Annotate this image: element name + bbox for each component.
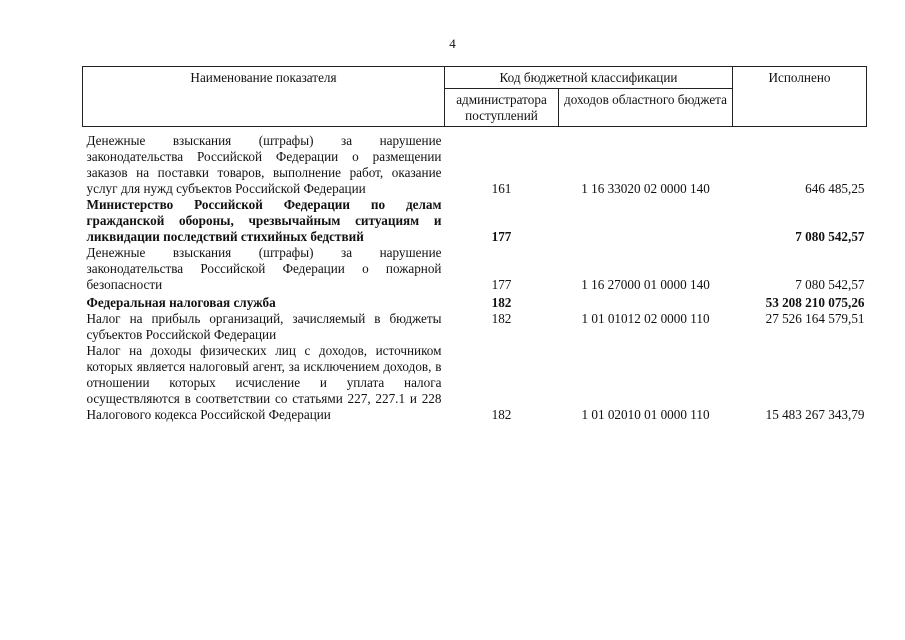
table-row	[83, 197, 867, 245]
header-executed: Исполнено	[733, 67, 867, 127]
row-income-code: 1 01 02010 01 0000 110	[581, 407, 710, 422]
row-name: Денежные взыскания (штрафы) за нарушение законодательства Российской Федерации о размещении заказов на поставки товаров, выполнение работ, оказание услуг для нужд субъектов Российской Федерации	[86, 133, 442, 196]
row-amount: 7 080 542,57	[795, 277, 865, 292]
row-name: Налог на прибыль организаций, зачисляемый в бюджеты субъектов Российской Федерации	[86, 311, 442, 342]
header-budget-code: Код бюджетной классификации	[445, 67, 733, 89]
row-name: Налог на доходы физических лиц с доходов, источником которых является налоговый агент, за исключением доходов, в отношении которых исчисление и уплата налога осуществляются в соответствии со статьями 227, 227.1 и 228 Налогового кодекса Российской Федерации	[86, 343, 442, 422]
table-row	[83, 293, 867, 311]
header-income-code: доходов областного бюджета	[559, 89, 733, 127]
row-name: Министерство Российской Федерации по делам гражданской обороны, чрезвычайным ситуациям и ликвидации последствий стихийных бедствий	[86, 197, 442, 244]
row-name: Федеральная налоговая служба	[86, 295, 276, 310]
table-row	[83, 343, 867, 423]
row-admin-code: 177	[491, 229, 512, 244]
row-income-code: 1 01 01012 02 0000 110	[581, 311, 710, 326]
row-income-code: 1 16 33020 02 0000 140	[581, 181, 710, 196]
row-admin-code: 161	[491, 181, 512, 196]
header-indicator-name: Наименование показателя	[83, 67, 445, 127]
row-admin-code: 177	[491, 277, 512, 292]
row-income-code	[559, 197, 733, 245]
row-amount: 7 080 542,57	[795, 229, 865, 244]
page-number: 4	[449, 36, 456, 51]
row-amount: 15 483 267 343,79	[765, 407, 865, 422]
table-row	[83, 311, 867, 343]
row-admin-code: 182	[491, 407, 512, 422]
row-admin-code: 182	[491, 311, 512, 326]
table-row	[83, 133, 867, 197]
row-amount: 646 485,25	[805, 181, 865, 196]
row-income-code	[559, 293, 733, 311]
row-income-code: 1 16 27000 01 0000 140	[581, 277, 710, 292]
table-body	[83, 127, 867, 424]
row-amount: 27 526 164 579,51	[765, 311, 865, 326]
budget-report-table	[82, 66, 867, 423]
table-header	[83, 67, 867, 127]
row-name: Денежные взыскания (штрафы) за нарушение законодательства Российской Федерации о пожарной безопасности	[86, 245, 442, 292]
row-admin-code: 182	[491, 295, 512, 310]
table-row	[83, 245, 867, 293]
header-admin-code: администратора поступлений	[445, 89, 559, 127]
row-amount: 53 208 210 075,26	[765, 295, 865, 310]
